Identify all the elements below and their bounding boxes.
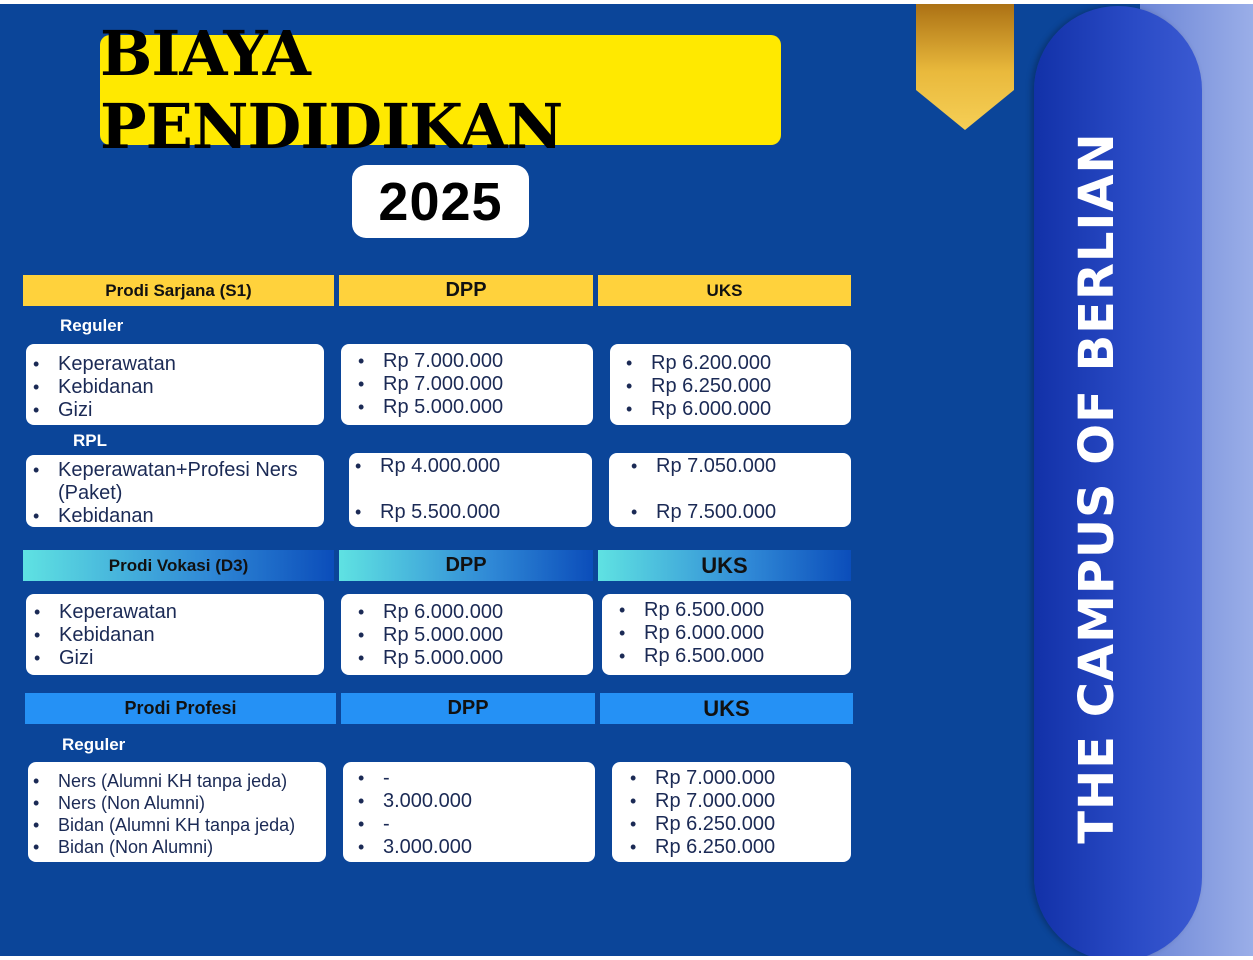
list-item: • Rp 7.000.000	[383, 373, 593, 396]
list-item: • Rp 5.000.000	[383, 647, 593, 670]
list-item: • Keperawatan+Profesi Ners (Paket)	[58, 459, 308, 505]
list-item: • Kebidanan	[58, 376, 324, 399]
year-label: 2025	[378, 171, 503, 232]
list-item: • -	[383, 767, 595, 790]
list-item: • Ners (Alumni KH tanpa jeda)	[58, 770, 326, 792]
section-label-reguler-profesi: Reguler	[62, 735, 126, 754]
list-item: • Rp 7.050.000	[656, 455, 851, 478]
list-item: • Keperawatan	[59, 601, 324, 624]
list-item: • Gizi	[58, 399, 324, 422]
card-sarjana-reguler-uks	[610, 344, 851, 425]
list-item: • Rp 6.250.000	[655, 813, 851, 836]
list-item: • Bidan (Non Alumni)	[58, 836, 326, 858]
card-sarjana-rpl-prodi	[26, 455, 324, 527]
list-item: • Kebidanan	[58, 505, 324, 528]
list-item: • Gizi	[59, 647, 324, 670]
header-dpp-sarjana: DPP	[339, 275, 593, 306]
section-label-rpl: RPL	[73, 431, 107, 450]
header-uks-profesi: UKS	[600, 693, 853, 724]
header-prodi-profesi: Prodi Profesi	[25, 693, 336, 724]
side-banner-text: THE CAMPUS OF BERLIAN	[1069, 132, 1125, 844]
year-badge	[352, 165, 529, 238]
list-item: • Rp 6.000.000	[644, 622, 851, 645]
card-vokasi-uks	[602, 594, 851, 675]
list-item: • Rp 6.500.000	[644, 645, 851, 668]
title-banner	[100, 17, 781, 163]
list-item: • Rp 4.000.000	[380, 455, 592, 478]
card-sarjana-reguler-dpp	[341, 344, 593, 425]
poster	[0, 4, 1253, 956]
card-sarjana-rpl-uks	[609, 453, 851, 527]
list-item: • Rp 5.500.000	[380, 501, 592, 524]
card-profesi-uks	[612, 762, 851, 862]
header-dpp-profesi: DPP	[341, 693, 595, 724]
card-vokasi-dpp	[341, 594, 593, 675]
list-item: • Rp 6.000.000	[383, 601, 593, 624]
card-sarjana-rpl-dpp	[349, 453, 592, 527]
card-profesi-prodi	[28, 762, 326, 862]
list-item: • Rp 6.250.000	[651, 375, 851, 398]
list-item: • Rp 7.000.000	[655, 767, 851, 790]
card-vokasi-prodi	[26, 594, 324, 675]
list-item: • Rp 7.000.000	[383, 350, 593, 373]
list-item: • Rp 7.500.000	[656, 501, 851, 524]
list-item: • Ners (Non Alumni)	[58, 792, 326, 814]
bookmark-ribbon-icon	[916, 4, 1014, 132]
list-item: • Keperawatan	[58, 353, 324, 376]
header-uks-sarjana: UKS	[598, 275, 851, 306]
card-sarjana-reguler-prodi	[26, 344, 324, 425]
page-title: BIAYA PENDIDIKAN	[100, 17, 563, 163]
list-item: • Rp 6.200.000	[651, 352, 851, 375]
header-prodi-sarjana: Prodi Sarjana (S1)	[23, 275, 334, 306]
list-item: • Rp 7.000.000	[655, 790, 851, 813]
list-item: • Bidan (Alumni KH tanpa jeda)	[58, 814, 326, 836]
list-item: • Rp 5.000.000	[383, 624, 593, 647]
list-item: • 3.000.000	[383, 790, 595, 813]
list-item: • 3.000.000	[383, 836, 595, 859]
list-item: • Rp 6.250.000	[655, 836, 851, 859]
header-prodi-vokasi: Prodi Vokasi (D3)	[23, 550, 334, 581]
header-dpp-vokasi: DPP	[339, 550, 593, 581]
list-item: • Rp 6.500.000	[644, 599, 851, 622]
list-item: • Rp 5.000.000	[383, 396, 593, 419]
card-profesi-dpp	[343, 762, 595, 862]
header-uks-vokasi: UKS	[598, 550, 851, 581]
list-item: • Rp 6.000.000	[651, 398, 851, 421]
section-label-reguler: Reguler	[60, 316, 124, 335]
list-item: • -	[383, 813, 595, 836]
list-item: • Kebidanan	[59, 624, 324, 647]
